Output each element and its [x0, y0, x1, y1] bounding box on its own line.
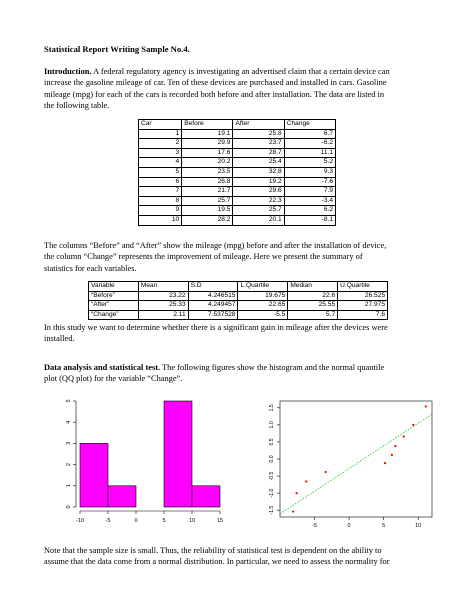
y-tick-label: -1.5 [269, 505, 275, 515]
table-cell: “Before” [89, 291, 139, 301]
plot-frame [280, 401, 432, 517]
table-header-cell: L.Quartile [238, 282, 288, 292]
table-cell: 4.246515 [188, 291, 238, 301]
table-cell: 6.2 [284, 206, 335, 216]
x-tick-label: -10 [76, 518, 84, 524]
table-cell: 29.6 [233, 187, 284, 197]
y-tick-label: 3 [66, 441, 72, 445]
table-header-cell: After [233, 120, 284, 130]
table-cell: 5.2 [284, 158, 335, 168]
histogram-bar [108, 486, 136, 507]
table-row [139, 206, 336, 216]
table-cell: 4 [139, 158, 182, 168]
report-title: Statistical Report Writing Sample No.4. [44, 44, 190, 54]
table-cell: 19.675 [238, 291, 288, 301]
table-header-row [89, 282, 388, 292]
analysis-paragraph [44, 362, 436, 385]
table-cell: 26.525 [338, 291, 388, 301]
table-cell: 22.6 [288, 291, 338, 301]
table-row [139, 129, 336, 139]
y-tick-label: 2 [66, 463, 72, 467]
table-row [139, 139, 336, 149]
table-cell: 11.1 [284, 148, 335, 158]
intro-heading: Introduction. [44, 67, 92, 76]
histogram-chart [58, 395, 228, 530]
table-cell: 3 [139, 148, 182, 158]
table-cell: 17.6 [182, 148, 233, 158]
table-cell: “After” [89, 301, 139, 311]
intro-line-4: the following table. [44, 100, 110, 110]
table-cell: 6.7 [284, 129, 335, 139]
table-cell: -3.4 [284, 196, 335, 206]
data-point [412, 424, 414, 426]
data-point [305, 480, 307, 482]
x-tick-label: 5 [382, 523, 386, 529]
table-cell: 7.6 [338, 310, 388, 320]
table-cell: 5.7 [288, 310, 338, 320]
data-point [403, 435, 405, 437]
y-tick-label: 4 [66, 420, 72, 424]
intro-line-3: mileage (mpg) for each of the cars is recorded both before and after installation. The data are listed in [44, 89, 385, 99]
x-tick-label: 5 [162, 518, 166, 524]
study-paragraph [44, 322, 436, 345]
table-cell: 23.7 [233, 139, 284, 149]
table-row [139, 148, 336, 158]
table-header-row [139, 120, 336, 130]
table-cell: 22.3 [233, 196, 284, 206]
table-cell: 21.7 [182, 187, 233, 197]
table-cell: 26.8 [182, 177, 233, 187]
intro-line-2: increase the gasoline mileage of car. Ten of these devices are purchased and installed in cars. Gasoline [44, 78, 387, 88]
y-tick-label: -1.0 [269, 488, 275, 498]
x-tick-label: 15 [216, 518, 224, 524]
table-row [139, 215, 336, 225]
table-cell: 23.22 [138, 291, 188, 301]
histogram-bar [192, 486, 220, 507]
analysis-heading: Data analysis and statistical test. [44, 363, 161, 372]
table-header-cell: Before [182, 120, 233, 130]
table-cell: 28.7 [233, 148, 284, 158]
table-cell: -8.1 [284, 215, 335, 225]
table-cell: 10 [139, 215, 182, 225]
table-cell: 29.9 [182, 139, 233, 149]
y-tick-label: 1.0 [269, 421, 275, 429]
table-row [89, 301, 388, 311]
data-point [425, 405, 427, 407]
table-row [139, 177, 336, 187]
table-cell: 25.55 [288, 301, 338, 311]
table-row [139, 187, 336, 197]
table-cell: 8 [139, 196, 182, 206]
table-cell: 28.2 [182, 215, 233, 225]
table-cell: 25.7 [233, 206, 284, 216]
table-cell: 25.33 [138, 301, 188, 311]
mileage-data-table [138, 119, 336, 226]
data-point [394, 445, 396, 447]
table-cell: 7.537528 [188, 310, 238, 320]
table-header-cell: S.D [188, 282, 238, 292]
columns-line-2: the column “Change” represents the improvement of mileage. Here we present the summary of [44, 252, 363, 262]
table-cell: 9 [139, 206, 182, 216]
x-tick-label: -5 [312, 523, 317, 529]
table-cell: 20.1 [233, 215, 284, 225]
x-tick-label: 0 [134, 518, 138, 524]
table-cell: 32.8 [233, 167, 284, 177]
table-cell: 2 [139, 139, 182, 149]
table-header-cell: Change [284, 120, 335, 130]
table-header-cell: Car [139, 120, 182, 130]
analysis-line-2: plot (QQ plot) for the variable “Change”. [44, 374, 183, 384]
columns-line-3: statistics for each variables. [44, 263, 137, 273]
note-paragraph [44, 545, 436, 568]
columns-paragraph [44, 240, 436, 274]
table-cell: 2.11 [138, 310, 188, 320]
table-cell: 27.975 [338, 301, 388, 311]
intro-paragraph [44, 66, 436, 111]
qq-plot-chart [258, 395, 436, 530]
table-cell: 23.5 [182, 167, 233, 177]
y-tick-label: 0.5 [269, 438, 275, 446]
table-cell: 9.3 [284, 167, 335, 177]
table-row [139, 196, 336, 206]
reference-line [280, 414, 432, 514]
table-cell: 20.2 [182, 158, 233, 168]
table-header-cell: Mean [138, 282, 188, 292]
y-tick-label: 1.5 [269, 404, 275, 412]
x-tick-label: -5 [105, 518, 111, 524]
y-tick-label: 0 [66, 505, 72, 509]
table-cell: 4.249457 [188, 301, 238, 311]
table-cell: 19.5 [182, 206, 233, 216]
x-tick-label: 10 [415, 523, 422, 529]
table-row [139, 158, 336, 168]
study-line-2: installed. [44, 334, 75, 344]
y-tick-label: 1 [66, 484, 72, 488]
table-cell: 19.1 [182, 129, 233, 139]
table-cell: 25.7 [182, 196, 233, 206]
analysis-line-1 [44, 362, 436, 373]
intro-line-1-text: A federal regulatory agency is investigating an advertised claim that a certain device can [91, 67, 390, 76]
note-line-2: assume that the data come from a normal distribution. In particular, we need to assess the normality for [44, 557, 390, 567]
table-cell: 19.2 [233, 177, 284, 187]
histogram-bar [164, 401, 192, 507]
table-row [89, 310, 388, 320]
table-cell: -7.6 [284, 177, 335, 187]
note-line-1: Note that the sample size is small. Thus, the reliability of statistical test is dependent on the ability to [44, 546, 382, 555]
table-cell: 25.4 [233, 158, 284, 168]
histogram-bar [80, 443, 108, 507]
table-cell: -5.5 [238, 310, 288, 320]
summary-stats-table [88, 281, 388, 320]
table-cell: 5 [139, 167, 182, 177]
table-row [139, 167, 336, 177]
table-cell: 22.65 [238, 301, 288, 311]
table-header-cell: U.Quartile [338, 282, 388, 292]
table-cell: 6 [139, 177, 182, 187]
table-cell: -6.2 [284, 139, 335, 149]
y-tick-label: -0.5 [269, 471, 275, 481]
study-line-1: In this study we want to determine whether there is a significant gain in mileage after the devices were [44, 323, 388, 332]
data-point [292, 510, 294, 512]
y-tick-label: 0.0 [269, 455, 275, 463]
data-point [295, 492, 297, 494]
x-tick-label: 0 [347, 523, 351, 529]
table-cell: 7.9 [284, 187, 335, 197]
columns-line-1: The columns “Before” and “After” show the mileage (mpg) before and after the installation of device, [44, 241, 387, 250]
table-row [89, 291, 388, 301]
y-tick-label: 5 [66, 399, 72, 403]
table-cell: 1 [139, 129, 182, 139]
intro-line-1 [44, 66, 436, 77]
table-cell: 25.8 [233, 129, 284, 139]
analysis-line-1-text: The following figures show the histogram and the normal quantile [160, 363, 385, 372]
table-header-cell: Variable [89, 282, 139, 292]
table-header-cell: Median [288, 282, 338, 292]
table-cell: 7 [139, 187, 182, 197]
x-tick-label: 10 [188, 518, 196, 524]
data-point [325, 471, 327, 473]
table-cell: “Change” [89, 310, 139, 320]
data-point [391, 454, 393, 456]
data-point [384, 462, 386, 464]
